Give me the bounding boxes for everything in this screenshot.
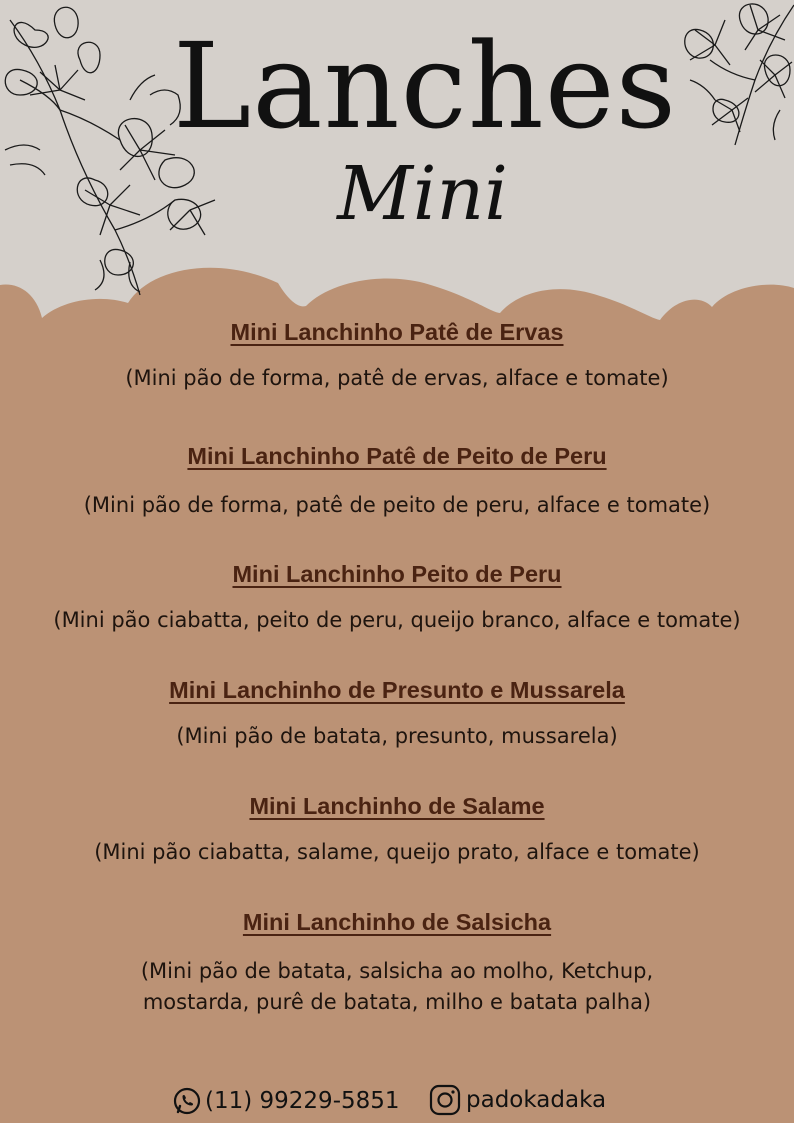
phone-contact[interactable] xyxy=(172,1086,400,1116)
menu-item-name: Mini Lanchinho Peito de Peru xyxy=(232,561,562,587)
menu-item-description: (Mini pão de batata, presunto, mussarela) xyxy=(176,724,618,749)
menu-item xyxy=(0,318,794,394)
menu-item xyxy=(0,442,794,521)
menu-item-description-line2: mostarda, purê de batata, milho e batata palha) xyxy=(142,990,652,1015)
footer xyxy=(0,1080,794,1120)
menu-item-name: Mini Lanchinho de Salame xyxy=(249,793,545,819)
menu-item-description: (Mini pão ciabatta, salame, queijo prato, alface e tomate) xyxy=(94,840,700,865)
instagram-contact[interactable] xyxy=(428,1083,606,1117)
whatsapp-icon xyxy=(172,1086,202,1116)
phone-number: (11) 99229-5851 xyxy=(205,1088,400,1114)
menu-item-description: (Mini pão de batata, salsicha ao molho, Ketchup, xyxy=(140,959,654,984)
page-title: Lanches xyxy=(172,17,678,155)
instagram-icon xyxy=(428,1083,462,1117)
page-subtitle: Mini xyxy=(337,151,508,237)
menu-item-name: Mini Lanchinho de Presunto e Mussarela xyxy=(169,677,625,703)
menu-item-name: Mini Lanchinho de Salsicha xyxy=(242,909,552,935)
menu-item-name: Mini Lanchinho Patê de Peito de Peru xyxy=(187,443,607,469)
menu-item-name: Mini Lanchinho Patê de Ervas xyxy=(230,319,564,345)
menu-item-description: (Mini pão ciabatta, peito de peru, queijo branco, alface e tomate) xyxy=(53,608,741,633)
menu-item xyxy=(0,792,794,868)
menu-item-description: (Mini pão de forma, patê de peito de peru, alface e tomate) xyxy=(83,493,711,518)
menu-item-description: (Mini pão de forma, patê de ervas, alface e tomate) xyxy=(125,366,669,391)
menu-item xyxy=(0,908,794,1018)
instagram-handle: padokadaka xyxy=(466,1087,607,1113)
menu-item xyxy=(0,676,794,752)
menu-item xyxy=(0,560,794,636)
